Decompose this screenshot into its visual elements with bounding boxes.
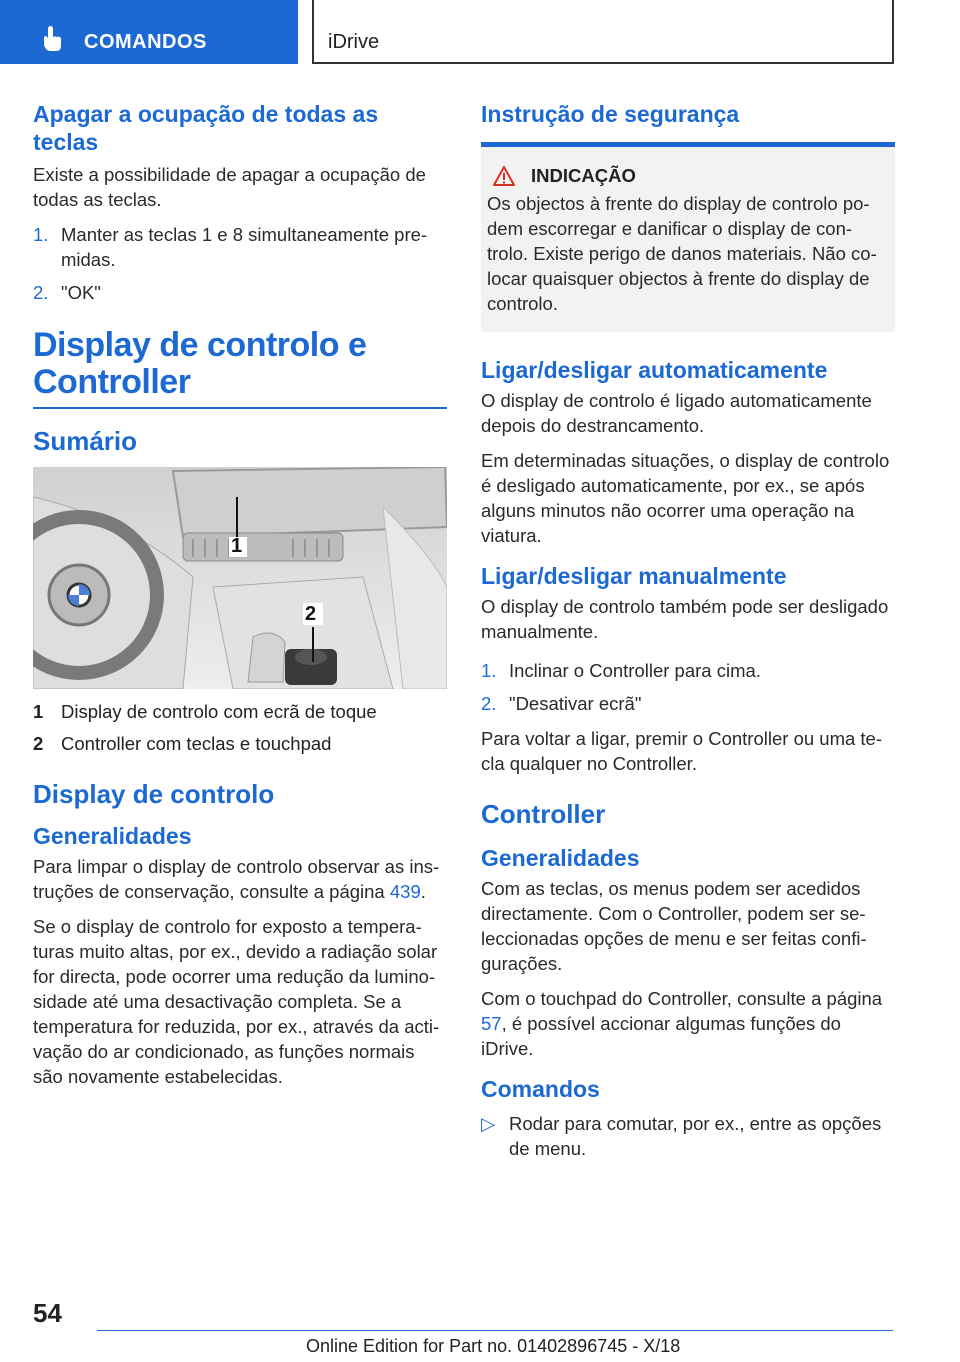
chapter-label: iDrive [328,31,380,53]
page-link-439[interactable]: 439 [389,881,421,902]
paragraph-auto-1: O display de controlo é ligado automaticamente depois do destrancamento. [481,390,872,436]
heading-commands: Comandos [481,1076,600,1102]
left-column [33,100,447,1099]
heading-rule [33,407,447,409]
edition-text: Online Edition for Part no. 01402896745 - X/18 [306,1336,681,1356]
heading-display-controller: Display de controlo e Controller [33,326,367,401]
steps-delete [33,222,447,305]
heading-auto-onoff: Ligar/desligar automaticamente [481,357,828,383]
steps-manual [481,658,895,716]
paragraph-delete-keys: Existe a possibilidade de apagar a ocupação de todas as teclas. [33,164,426,210]
commands-list [481,1111,895,1161]
paragraph-temperature: Se o display de controlo for exposto a temperaturas muito altas, por ex., devido a radiação solar for directa, pode ocorrer uma redução da luminosidade até uma desactivação completa. Se a temperatura for reduzida, por ex., através da activação do ar condicionado, as funções normais são novamente estabelecidas. [33,916,440,1087]
paragraph-switch-back: Para voltar a ligar, premir o Controller ou uma tecla qualquer no Controller. [481,728,883,774]
dashboard-illustration [33,467,447,689]
heading-manual-onoff: Ligar/desligar manualmente [481,563,787,589]
section-tab [0,0,298,64]
dashboard-drawing [33,467,447,689]
warning-triangle-icon [493,166,515,186]
section-label: COMANDOS [84,31,207,53]
hand-pointer-icon [40,26,66,52]
footer-rule [97,1330,893,1331]
notice-box [481,147,895,332]
heading-display: Display de controlo [33,779,275,809]
list-item: 2. "Desativar ecrã" [481,693,642,714]
paragraph-auto-2: Em determinadas situações, o display de controlo é desligado automaticamente, por ex., se após alguns minutos não ocorrer uma operação na viatura. [481,450,890,546]
figure-legend [33,699,447,756]
page-link-57[interactable]: 57 [481,1013,502,1034]
heading-delete-keys: Apagar a ocupação de todas as teclas [33,101,379,155]
list-item: ▷ Rodar para comutar, por ex., entre as opções de menu. [481,1113,882,1159]
paragraph-touchpad: Com o touchpad do Controller, consulte a página 57, é possível accionar algumas funções do iDrive. [481,988,883,1059]
paragraph-cleaning: Para limpar o display de controlo observar as instruções de conservação, consulte a página 439. [33,856,440,902]
list-item: 1. Manter as teclas 1 e 8 simultaneamente premidas. [33,224,428,270]
triangle-bullet-icon: ▷ [481,1113,496,1134]
notice-title: INDICAÇÃO [487,165,887,187]
legend-row: 2 Controller com teclas e touchpad [33,733,332,754]
paragraph-keys: Com as teclas, os menus podem ser acedidos directamente. Com o Controller, podem ser seleccionadas opções de menu e ser feitas configurações. [481,878,867,974]
heading-controller: Controller [481,799,606,829]
paragraph-manual: O display de controlo também pode ser desligado manualmente. [481,596,889,642]
callout-2: 2 [305,603,317,625]
right-column [481,100,895,1161]
heading-safety: Instrução de segurança [481,101,740,127]
callout-1: 1 [231,535,243,557]
page-number: 54 [33,1298,62,1328]
notice-text: Os objectos à frente do display de controlo podem escorregar e danificar o display de controlo. Existe perigo de danos materiais. Não colocar quaisquer objectos à frente do display de controlo. [487,193,877,314]
list-item: 2. "OK" [33,282,101,303]
heading-summary: Sumário [33,426,138,456]
heading-general: Generalidades [33,823,192,849]
chapter-box [312,0,894,64]
heading-general-2: Generalidades [481,845,640,871]
legend-row: 1 Display de controlo com ecrã de toque [33,701,377,722]
list-item: 1. Inclinar o Controller para cima. [481,660,761,681]
